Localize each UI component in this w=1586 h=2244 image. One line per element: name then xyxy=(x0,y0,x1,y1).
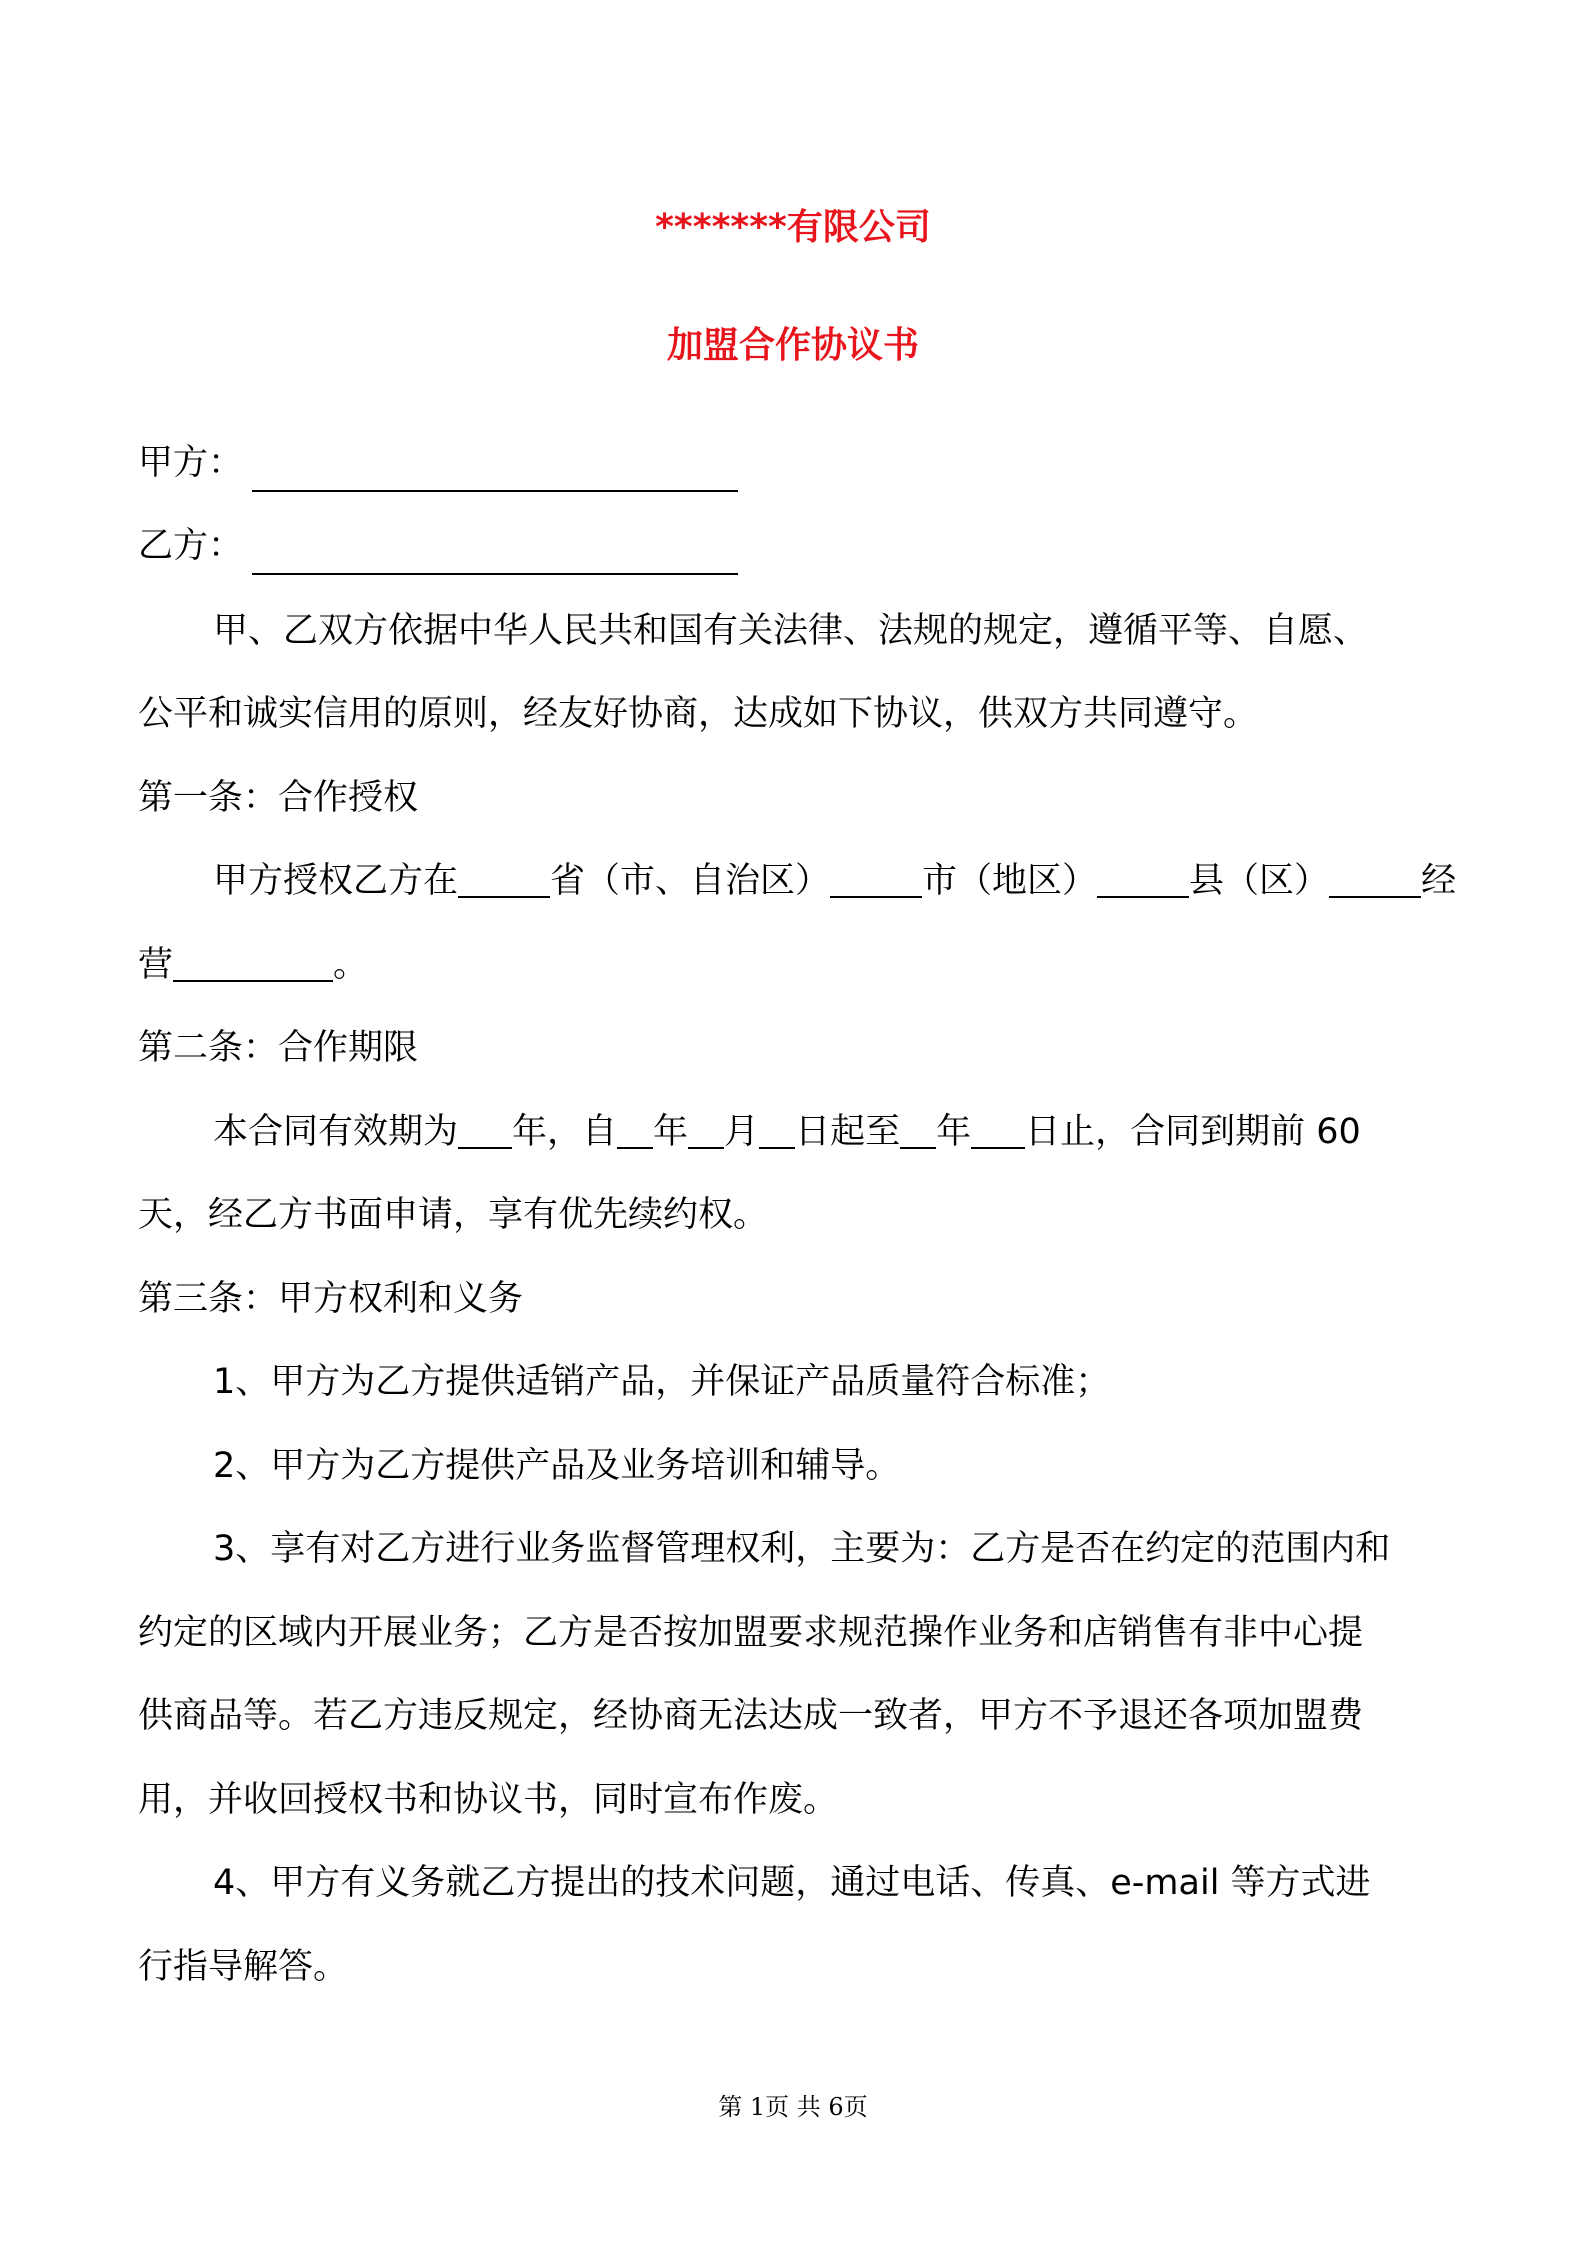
text-segment: 年，自 xyxy=(512,1112,618,1152)
party-b-row xyxy=(138,526,244,573)
article-3-heading: 第三条：甲方权利和义务 xyxy=(138,1279,524,1319)
text-segment: 日止，合同到期前 60 xyxy=(1025,1112,1361,1152)
party-a-label: 甲方： xyxy=(138,443,244,483)
article-3-item-3-line-2: 约定的区域内开展业务；乙方是否按加盟要求规范操作业务和店销售有非中心提 xyxy=(138,1613,1364,1653)
start-day-blank xyxy=(759,1115,795,1149)
text-segment: 年 xyxy=(653,1112,689,1152)
text-segment: 日起至 xyxy=(795,1112,901,1152)
text-segment: 营 xyxy=(138,945,174,985)
party-a-row xyxy=(138,443,244,490)
city-blank xyxy=(830,864,922,898)
article-3-item-3-line-3: 供商品等。若乙方违反规定，经协商无法达成一致者，甲方不予退还各项加盟费 xyxy=(138,1696,1364,1736)
county-blank xyxy=(1097,864,1189,898)
scope-blank xyxy=(173,948,333,982)
text-segment: 市（地区） xyxy=(922,861,1098,901)
article-2-para-line-1 xyxy=(213,1112,1361,1152)
text-segment: 甲方授权乙方在 xyxy=(213,861,459,901)
article-3-item-3-line-1: 3、享有对乙方进行业务监督管理权利，主要为：乙方是否在约定的范围内和 xyxy=(213,1529,1391,1569)
text-segment: 县（区） xyxy=(1189,861,1330,901)
article-2-para-line-2: 天，经乙方书面申请，享有优先续约权。 xyxy=(138,1195,769,1235)
start-year-blank xyxy=(617,1115,653,1149)
business-blank xyxy=(1329,864,1421,898)
article-3-item-3-line-4: 用，并收回授权书和协议书，同时宣布作废。 xyxy=(138,1780,839,1820)
party-a-blank xyxy=(252,490,738,492)
company-name: *******有限公司 xyxy=(655,207,931,248)
article-3-item-4-line-2: 行指导解答。 xyxy=(138,1947,349,1987)
text-segment: 年 xyxy=(936,1112,972,1152)
years-blank xyxy=(458,1115,512,1149)
end-day-blank xyxy=(971,1115,1025,1149)
party-b-blank xyxy=(252,573,738,575)
text-segment: 经 xyxy=(1421,861,1457,901)
article-3-item-2: 2、甲方为乙方提供产品及业务培训和辅导。 xyxy=(213,1446,901,1486)
province-blank xyxy=(458,864,550,898)
article-3-item-1: 1、甲方为乙方提供适销产品，并保证产品质量符合标准； xyxy=(213,1362,1111,1402)
article-1-para-line-1 xyxy=(213,861,1457,901)
document-title: 加盟合作协议书 xyxy=(666,325,919,366)
text-segment: 。 xyxy=(333,945,369,985)
article-1-para-line-2 xyxy=(138,945,369,985)
text-segment: 省（市、自治区） xyxy=(550,861,831,901)
party-b-label: 乙方： xyxy=(138,526,244,566)
text-segment: 月 xyxy=(724,1112,760,1152)
text-segment: 本合同有效期为 xyxy=(213,1112,459,1152)
article-3-item-4-line-1: 4、甲方有义务就乙方提出的技术问题，通过电话、传真、e-mail 等方式进 xyxy=(213,1863,1371,1903)
start-month-blank xyxy=(688,1115,724,1149)
end-year-blank xyxy=(900,1115,936,1149)
preamble-line-2: 公平和诚实信用的原则，经友好协商，达成如下协议，供双方共同遵守。 xyxy=(138,694,1259,734)
article-1-heading: 第一条：合作授权 xyxy=(138,778,419,818)
article-2-heading: 第二条：合作期限 xyxy=(138,1028,419,1068)
page-footer: 第 1页 共 6页 xyxy=(718,2093,868,2121)
preamble-line-1: 甲、乙双方依据中华人民共和国有关法律、法规的规定，遵循平等、自愿、 xyxy=(213,611,1369,651)
